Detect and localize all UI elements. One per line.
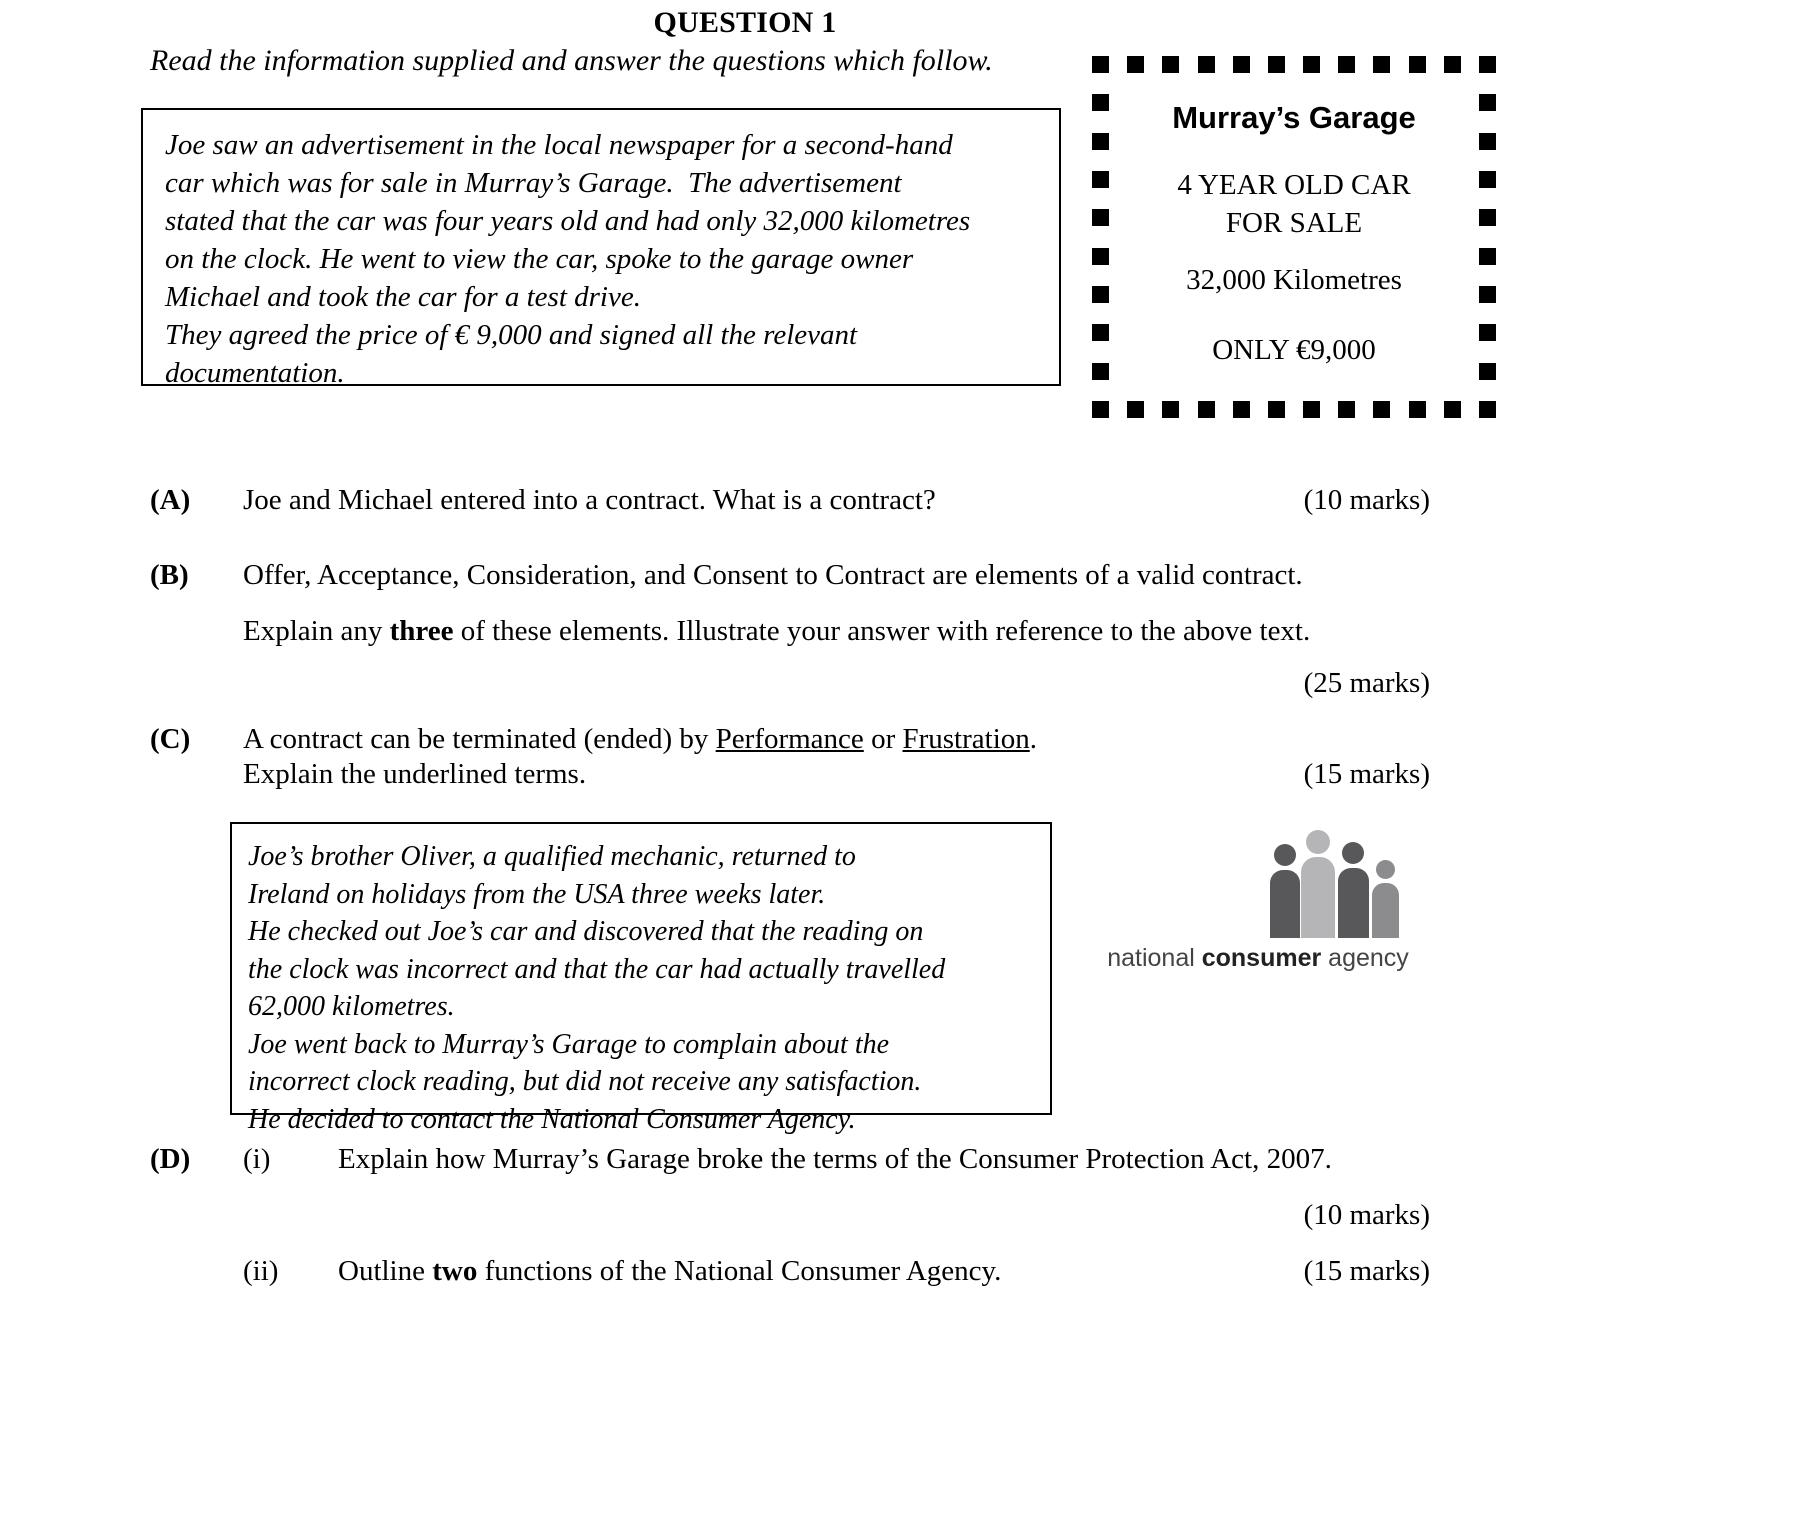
- question-a-label: (A): [150, 484, 191, 516]
- scenario-text-box-1: [141, 108, 1061, 389]
- advertisement-headline-line-1: 4 YEAR OLD CAR: [1177, 169, 1411, 201]
- scenario-2-line: 62,000 kilometres.: [248, 991, 455, 1022]
- scenario-1-line: documentation.: [165, 357, 345, 389]
- question-c-text-line-2: Explain the underlined terms.: [243, 758, 587, 790]
- figure-head-1: [1274, 844, 1296, 866]
- figure-head-2: [1306, 830, 1330, 854]
- question-b-text-line-1: Offer, Acceptance, Consideration, and Consent to Contract are elements of a valid contract.: [243, 559, 1303, 591]
- scenario-text-box-2: [230, 822, 1052, 1135]
- question-c-text-post: .: [1029, 723, 1038, 755]
- question-b-marks: (25 marks): [1303, 667, 1430, 699]
- question-d-i-numeral: (i): [243, 1143, 271, 1175]
- figure-head-3: [1342, 842, 1364, 864]
- figure-body-1: [1270, 870, 1300, 938]
- scenario-2-line: incorrect clock reading, but did not receive any satisfaction.: [248, 1066, 922, 1097]
- nca-wordmark: [1098, 944, 1418, 973]
- question-c-text-line-1: [243, 723, 1037, 756]
- scenario-1-line: They agreed the price of € 9,000 and signed all the relevant: [165, 319, 858, 351]
- figure-body-3: [1338, 868, 1369, 938]
- figure-body-4: [1372, 883, 1399, 938]
- people-figures-icon: [1270, 826, 1420, 938]
- scenario-2-line: Joe’s brother Oliver, a qualified mechanic, returned to: [248, 841, 856, 872]
- scenario-1-line: Joe saw an advertisement in the local newspaper for a second-hand: [165, 129, 953, 161]
- instruction-line: Read the information supplied and answer the questions which follow.: [150, 44, 993, 77]
- figure-body-2: [1301, 857, 1335, 938]
- nca-wordmark-part-2: consumer: [1201, 944, 1322, 972]
- scenario-2-line: the clock was incorrect and that the car had actually travelled: [248, 953, 946, 985]
- advertisement-headline-line-2: FOR SALE: [1225, 207, 1363, 239]
- page-title: QUESTION 1: [653, 6, 837, 39]
- question-c-text-mid: or: [863, 723, 903, 755]
- scenario-1-line: on the clock. He went to view the car, spoke to the garage owner: [165, 243, 914, 275]
- question-b-text-line-2: [243, 615, 1310, 648]
- question-c-text-pre: A contract can be terminated (ended) by: [243, 723, 716, 755]
- advertisement-title: Murray’s Garage: [1172, 100, 1416, 135]
- scenario-2-line: Joe went back to Murray’s Garage to complain about the: [248, 1028, 890, 1060]
- question-d-ii-text: [338, 1255, 1001, 1288]
- question-b-text-emphasis: three: [389, 615, 454, 647]
- nca-wordmark-part-1: national: [1107, 944, 1202, 972]
- figure-head-4: [1376, 860, 1395, 879]
- scenario-1-line: Michael and took the car for a test drive.: [165, 281, 641, 313]
- scenario-2-line: He checked out Joe’s car and discovered that the reading on: [248, 916, 924, 947]
- question-d-ii-numeral: (ii): [243, 1255, 279, 1287]
- nca-wordmark-part-3: agency: [1321, 944, 1409, 972]
- national-consumer-agency-logo: [1098, 826, 1418, 996]
- scenario-2-line: He decided to contact the National Consumer Agency.: [248, 1103, 856, 1135]
- question-c-term-frustration: Frustration: [902, 723, 1030, 755]
- advertisement-content: [1092, 56, 1496, 418]
- advertisement-mileage: 32,000 Kilometres: [1186, 264, 1402, 296]
- question-d-ii-marks: (15 marks): [1303, 1255, 1430, 1287]
- question-d-i-text: Explain how Murray’s Garage broke the terms of the Consumer Protection Act, 2007.: [338, 1143, 1332, 1175]
- question-d-label: (D): [150, 1143, 191, 1175]
- question-d-ii-text-post: functions of the National Consumer Agency.: [477, 1255, 1002, 1287]
- question-c-marks: (15 marks): [1303, 758, 1430, 790]
- advertisement-box: [1092, 56, 1496, 418]
- question-b-label: (B): [150, 559, 189, 591]
- advertisement-headline: [1092, 166, 1496, 242]
- advertisement-price: ONLY €9,000: [1212, 334, 1376, 366]
- question-d-i-marks: (10 marks): [1303, 1199, 1430, 1231]
- question-a-marks: (10 marks): [1303, 484, 1430, 516]
- question-a-text: Joe and Michael entered into a contract. What is a contract?: [243, 484, 936, 516]
- question-d-ii-text-pre: Outline: [338, 1255, 433, 1287]
- scenario-1-line: stated that the car was four years old and had only 32,000 kilometres: [165, 205, 971, 237]
- question-c-label: (C): [150, 723, 191, 755]
- question-b-text-pre: Explain any: [243, 615, 390, 647]
- question-d-ii-text-emphasis: two: [432, 1255, 478, 1287]
- scenario-1-line: car which was for sale in Murray’s Garage. The advertisement: [165, 167, 902, 199]
- question-b-text-post: of these elements. Illustrate your answer with reference to the above text.: [453, 615, 1311, 647]
- question-c-term-performance: Performance: [715, 723, 864, 755]
- scenario-2-line: Ireland on holidays from the USA three weeks later.: [248, 878, 826, 910]
